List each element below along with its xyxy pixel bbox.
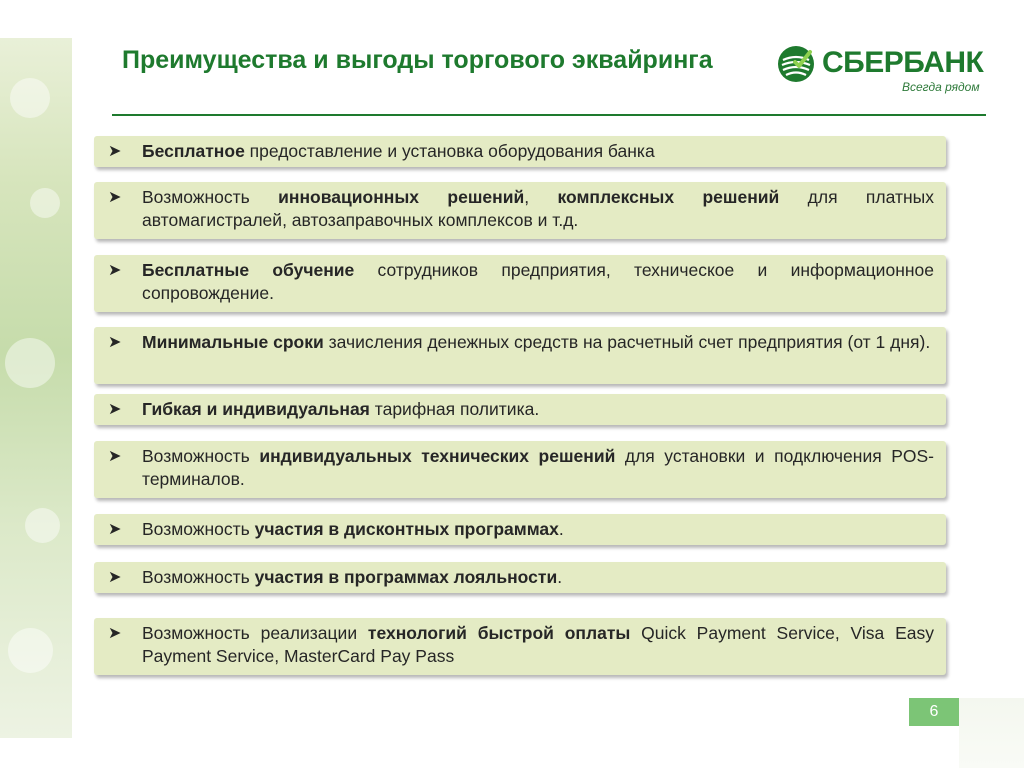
benefit-text-regular: Возможность xyxy=(142,446,260,466)
bullet-arrow-icon: ➤ xyxy=(108,334,122,351)
logo-tagline: Всегда рядом xyxy=(902,80,980,94)
benefit-text-bold: участия в дисконтных программах xyxy=(254,519,559,539)
benefit-text-regular: для платных автомагистралей, автозаправочных комплексов и т.д. xyxy=(142,187,934,230)
benefit-text-bold: инновационных решений xyxy=(278,187,525,207)
bullet-arrow-icon: ➤ xyxy=(108,569,122,586)
benefit-text xyxy=(142,622,934,668)
sberbank-logo-icon xyxy=(776,44,816,84)
benefit-item xyxy=(94,441,946,498)
benefit-text-bold: технологий быстрой оплаты xyxy=(367,623,631,643)
benefit-text xyxy=(142,566,934,589)
benefit-text xyxy=(142,518,934,541)
bullet-arrow-icon: ➤ xyxy=(108,401,122,418)
benefit-text-regular: сотрудников предприятия, техническое и информационное сопровождение. xyxy=(142,260,934,303)
benefit-text-regular: Возможность реализации xyxy=(142,623,368,643)
benefit-text-regular: , xyxy=(524,187,558,207)
benefit-item xyxy=(94,562,946,593)
benefit-text-regular: Возможность xyxy=(142,519,255,539)
benefit-text xyxy=(142,140,934,163)
bullet-arrow-icon: ➤ xyxy=(108,189,122,206)
benefit-text xyxy=(142,259,934,305)
sberbank-logo xyxy=(776,42,986,102)
benefit-text-regular: тарифная политика. xyxy=(369,399,540,419)
benefit-item xyxy=(94,618,946,675)
benefit-item xyxy=(94,394,946,425)
benefit-text-regular: предоставление и установка оборудования банка xyxy=(244,141,655,161)
benefit-item xyxy=(94,182,946,239)
benefit-item xyxy=(94,514,946,545)
benefit-text-bold: Минимальные сроки xyxy=(142,332,324,352)
bullet-arrow-icon: ➤ xyxy=(108,262,122,279)
benefit-text-regular: Возможность xyxy=(142,187,279,207)
logo-name: СБЕРБАНК xyxy=(822,46,984,79)
benefit-text xyxy=(142,186,934,232)
page-corner xyxy=(959,698,1024,768)
benefit-item xyxy=(94,136,946,167)
benefit-text-regular: зачисления денежных средств на расчетный счет предприятия (от 1 дня). xyxy=(323,332,931,352)
bullet-arrow-icon: ➤ xyxy=(108,143,122,160)
benefit-text-bold: Гибкая и индивидуальная xyxy=(142,399,370,419)
bullet-arrow-icon: ➤ xyxy=(108,521,122,538)
benefit-text-regular: для установки и подключения POS-терминалов. xyxy=(142,446,935,489)
benefit-item xyxy=(94,255,946,312)
benefit-item xyxy=(94,327,946,384)
benefit-text-regular: . xyxy=(557,567,563,587)
page-number: 6 xyxy=(909,698,959,726)
bullet-arrow-icon: ➤ xyxy=(108,625,122,642)
benefit-text xyxy=(142,331,934,354)
page-title: Преимущества и выгоды торгового эквайринга xyxy=(122,46,713,74)
title-divider xyxy=(112,114,986,116)
benefit-text-bold: индивидуальных технических решений xyxy=(259,446,616,466)
benefit-text xyxy=(142,398,934,421)
benefit-text-regular: . xyxy=(558,519,564,539)
benefit-text-bold: комплексных решений xyxy=(557,187,780,207)
benefit-text xyxy=(142,445,934,491)
decorative-background xyxy=(0,38,72,738)
benefit-text-regular: Quick Payment Service, Visa Easy Payment Service, MasterCard Pay Pass xyxy=(142,623,934,666)
bullet-arrow-icon: ➤ xyxy=(108,448,122,465)
benefit-text-bold: Бесплатное xyxy=(142,141,245,161)
benefit-text-bold: Бесплатные обучение xyxy=(142,260,355,280)
benefit-text-bold: участия в программах лояльности xyxy=(254,567,558,587)
benefit-text-regular: Возможность xyxy=(142,567,255,587)
